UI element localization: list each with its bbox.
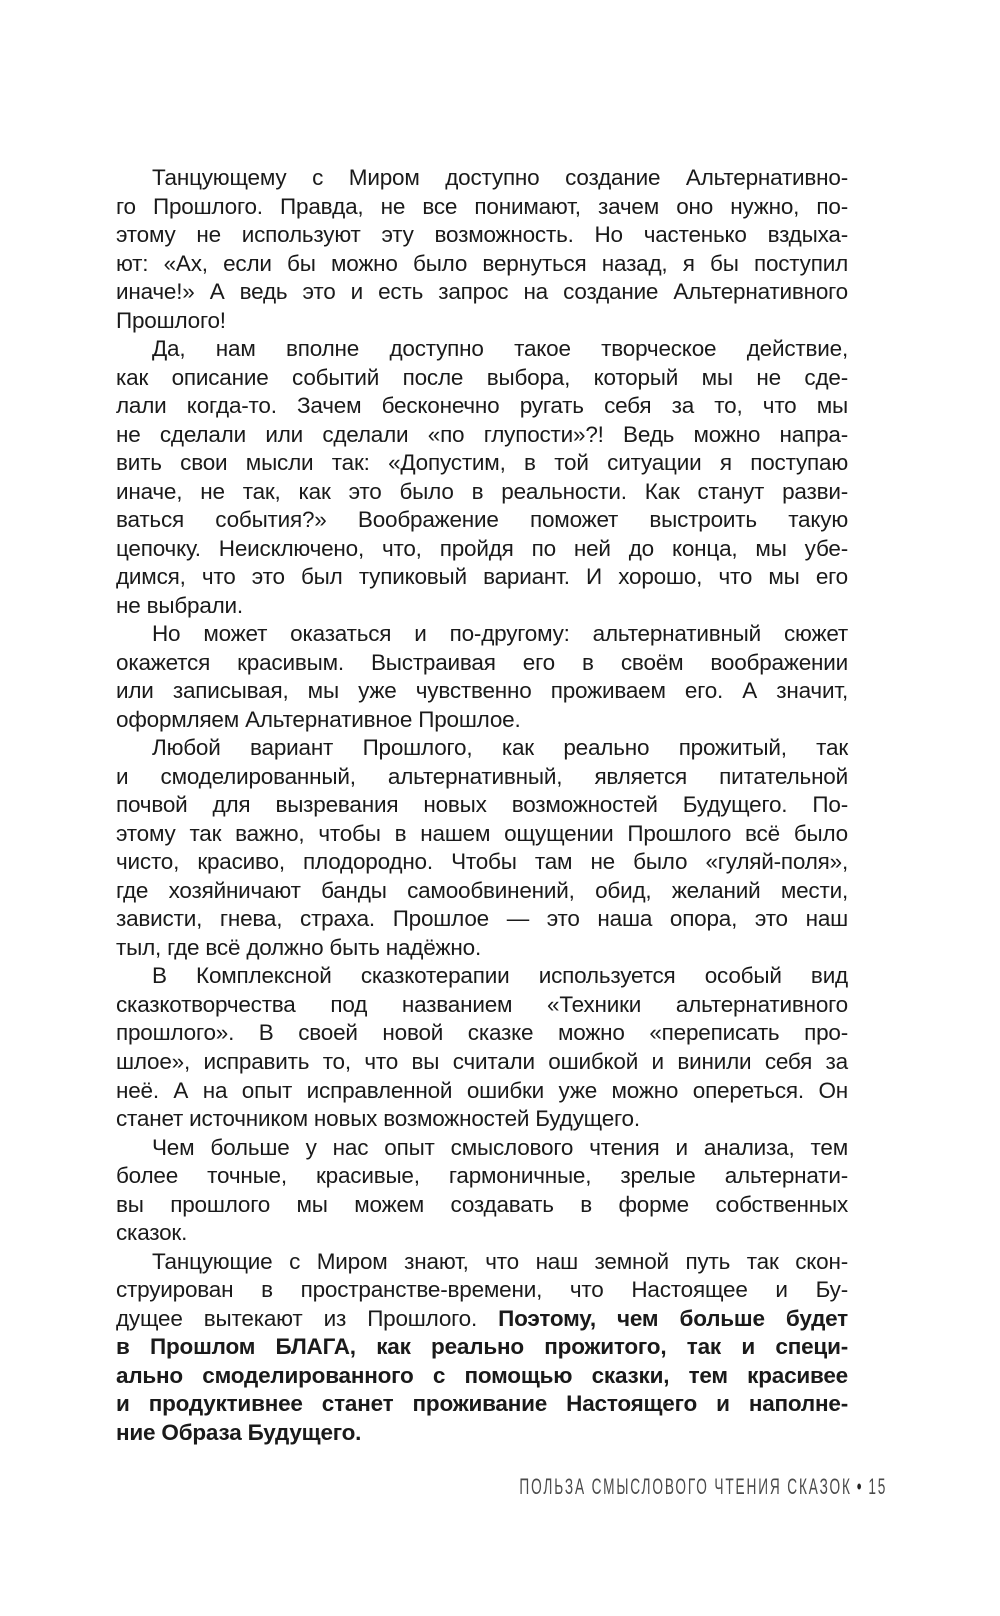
- text-line: струирован в пространстве-времени, что Настоящее и Бу-: [116, 1277, 848, 1303]
- text-line: оформляем Альтернативное Прошлое.: [116, 706, 521, 732]
- text-line: иначе!» А ведь это и есть запрос на создание Альтернативного: [116, 279, 848, 305]
- text-line: Чем больше у нас опыт смыслового чтения и анализа, тем: [152, 1134, 848, 1160]
- text-line: вить свои мысли так: «Допустим, в той ситуации я поступаю: [116, 450, 848, 476]
- text-line: неё. А на опыт исправленной ошибки уже можно опереться. Он: [116, 1077, 848, 1103]
- text-line: чисто, красиво, плодородно. Чтобы там не было «гуляй-поля»,: [116, 849, 848, 875]
- body-text: [116, 164, 848, 1447]
- paragraph: [116, 1134, 848, 1248]
- text-line: иначе, не так, как это было в реальности. Как станут разви-: [116, 478, 848, 504]
- text-line: В Комплексной сказкотерапии используется особый вид: [152, 963, 848, 989]
- text-line: тыл, где всё должно быть надёжно.: [116, 934, 481, 960]
- text-line: этому так важно, чтобы в нашем ощущении Прошлого всё было: [116, 820, 848, 846]
- text-line: сказкотворчества под названием «Техники альтернативного: [116, 991, 848, 1017]
- text-line: ют: «Ах, если бы можно было вернуться назад, я бы поступил: [116, 250, 848, 276]
- paragraph: [116, 164, 848, 335]
- text-line: Любой вариант Прошлого, как реально прожитый, так: [152, 735, 848, 761]
- text-line: сказок.: [116, 1220, 188, 1246]
- separator-bullet: •: [856, 1474, 864, 1499]
- paragraph: [116, 734, 848, 962]
- bold-text-segment: Поэтому, чем больше будет: [498, 1305, 849, 1331]
- text-line: прошлого». В своей новой сказке можно «переписать про-: [116, 1020, 848, 1046]
- text-line: Но может оказаться и по-другому: альтернативный сюжет: [152, 621, 848, 647]
- text-line: и смоделированный, альтернативный, является питательной: [116, 763, 848, 789]
- text-line: ваться события?» Воображение поможет выстроить такую: [116, 507, 848, 533]
- bold-text-line: ально смоделированного с помощью сказки, тем красивее: [116, 1362, 848, 1388]
- text-line: как описание событий после выбора, который мы не сде-: [116, 364, 848, 390]
- bold-text-line: ние Образа Будущего.: [116, 1419, 362, 1445]
- text-line: вы прошлого мы можем создавать в форме собственных: [116, 1191, 848, 1217]
- page-number: 15: [868, 1474, 887, 1499]
- text-line: где хозяйничают банды самообвинений, обид, желаний мести,: [116, 877, 848, 903]
- text-line: этому не используют эту возможность. Но частенько вздыха-: [116, 222, 848, 248]
- text-line: Да, нам вполне доступно такое творческое действие,: [152, 336, 848, 362]
- text-line: димся, что это был тупиковый вариант. И хорошо, что мы его: [116, 564, 848, 590]
- paragraph: [116, 620, 848, 734]
- text-segment: дущее вытекают из Прошлого.: [116, 1305, 499, 1331]
- text-line: шлое», исправить то, что вы считали ошибкой и винили себя за: [116, 1048, 848, 1074]
- text-line: не сделали или сделали «по глупости»?! Ведь можно напра-: [116, 421, 848, 447]
- text-line: не выбрали.: [116, 592, 243, 618]
- text-line: лали когда-то. Зачем бесконечно ругать себя за то, что мы: [116, 393, 848, 419]
- bold-text-line: в Прошлом БЛАГА, как реально прожитого, так и специ-: [116, 1334, 848, 1360]
- text-line: Танцующему с Миром доступно создание Альтернативно-: [152, 165, 848, 190]
- paragraph: [116, 1248, 848, 1448]
- text-line: или записывая, мы уже чувственно проживаем его. А значит,: [116, 678, 848, 704]
- text-line: окажется красивым. Выстраивая его в своём воображении: [116, 649, 848, 675]
- text-line: Прошлого!: [116, 307, 226, 333]
- text-line: более точные, красивые, гармоничные, зрелые альтернати-: [116, 1163, 848, 1189]
- page-footer: [519, 1474, 887, 1500]
- text-line: го Прошлого. Правда, не все понимают, зачем оно нужно, по-: [116, 193, 848, 219]
- bold-text-line: и продуктивнее станет проживание Настоящего и наполне-: [116, 1391, 848, 1417]
- text-line: станет источником новых возможностей Будущего.: [116, 1106, 640, 1132]
- running-title: ПОЛЬЗА СМЫСЛОВОГО ЧТЕНИЯ СКАЗОК: [519, 1474, 852, 1499]
- text-line: зависти, гнева, страха. Прошлое — это наша опора, это наш: [116, 906, 848, 932]
- text-line: почвой для вызревания новых возможностей Будущего. По-: [116, 792, 848, 818]
- text-line: Танцующие с Миром знают, что наш земной путь так скон-: [152, 1248, 848, 1274]
- text-line: цепочку. Неисключено, что, пройдя по ней до конца, мы убе-: [116, 535, 848, 561]
- paragraph: [116, 962, 848, 1133]
- paragraph: [116, 335, 848, 620]
- text-line: [116, 1305, 848, 1334]
